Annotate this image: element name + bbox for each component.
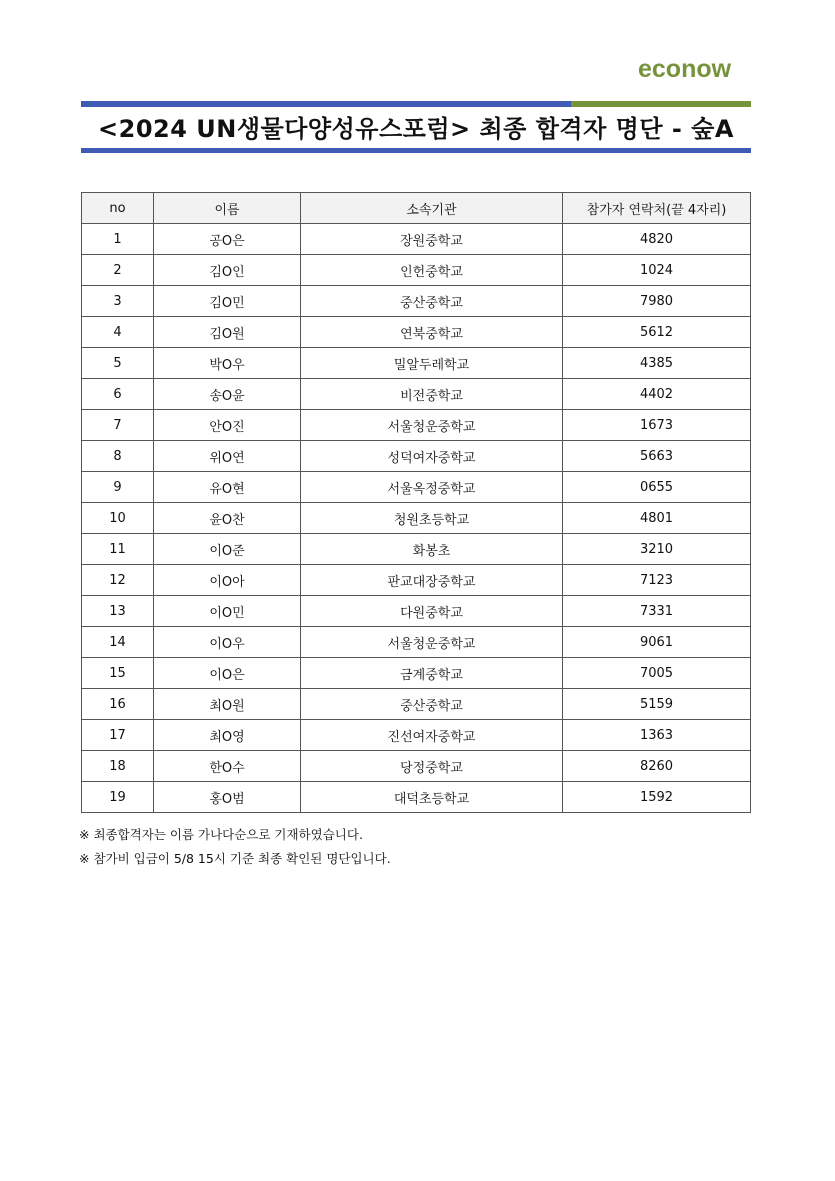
cell-no: 5 [82, 348, 154, 379]
cell-affiliation: 당정중학교 [301, 751, 563, 782]
cell-no: 16 [82, 689, 154, 720]
title-underline-bar [81, 148, 751, 153]
cell-no: 8 [82, 441, 154, 472]
cell-contact: 7005 [563, 658, 751, 689]
cell-contact: 4801 [563, 503, 751, 534]
cell-affiliation: 비전중학교 [301, 379, 563, 410]
header-name: 이름 [154, 193, 301, 224]
cell-no: 6 [82, 379, 154, 410]
cell-name: 김O원 [154, 317, 301, 348]
cell-contact: 4820 [563, 224, 751, 255]
cell-affiliation: 연북중학교 [301, 317, 563, 348]
cell-contact: 7123 [563, 565, 751, 596]
cell-no: 18 [82, 751, 154, 782]
cell-contact: 1673 [563, 410, 751, 441]
cell-affiliation: 장원중학교 [301, 224, 563, 255]
cell-contact: 4385 [563, 348, 751, 379]
cell-affiliation: 대덕초등학교 [301, 782, 563, 813]
header-accent-bar [81, 101, 751, 107]
cell-contact: 1592 [563, 782, 751, 813]
cell-affiliation: 인헌중학교 [301, 255, 563, 286]
table-row [82, 410, 751, 441]
cell-name: 이O우 [154, 627, 301, 658]
cell-contact: 1363 [563, 720, 751, 751]
cell-affiliation: 서울청운중학교 [301, 410, 563, 441]
cell-name: 윤O찬 [154, 503, 301, 534]
cell-no: 15 [82, 658, 154, 689]
cell-affiliation: 다원중학교 [301, 596, 563, 627]
table-row [82, 441, 751, 472]
notes [79, 823, 391, 871]
econow-logo-svg [638, 56, 756, 84]
cell-no: 4 [82, 317, 154, 348]
cell-no: 14 [82, 627, 154, 658]
table-row [82, 348, 751, 379]
cell-name: 이O민 [154, 596, 301, 627]
table-row [82, 782, 751, 813]
cell-affiliation: 밀알두레학교 [301, 348, 563, 379]
cell-contact: 3210 [563, 534, 751, 565]
finalist-table [81, 192, 751, 813]
table-body [82, 224, 751, 813]
cell-affiliation: 청원초등학교 [301, 503, 563, 534]
cell-contact: 0655 [563, 472, 751, 503]
table-row [82, 472, 751, 503]
cell-affiliation: 서울옥정중학교 [301, 472, 563, 503]
cell-no: 10 [82, 503, 154, 534]
table-row [82, 596, 751, 627]
cell-contact: 7331 [563, 596, 751, 627]
cell-name: 박O우 [154, 348, 301, 379]
cell-affiliation: 성덕여자중학교 [301, 441, 563, 472]
cell-contact: 4402 [563, 379, 751, 410]
note-item: ※ 참가비 입금이 5/8 15시 기준 최종 확인된 명단입니다. [79, 851, 391, 866]
table-row [82, 627, 751, 658]
table-row [82, 224, 751, 255]
cell-name: 이O은 [154, 658, 301, 689]
table-row [82, 379, 751, 410]
cell-no: 17 [82, 720, 154, 751]
cell-contact: 5663 [563, 441, 751, 472]
table-row [82, 317, 751, 348]
header-affiliation: 소속기관 [301, 193, 563, 224]
table-row [82, 751, 751, 782]
cell-name: 안O진 [154, 410, 301, 441]
cell-no: 3 [82, 286, 154, 317]
table-header-row [82, 193, 751, 224]
cell-name: 송O윤 [154, 379, 301, 410]
cell-no: 19 [82, 782, 154, 813]
table-row [82, 689, 751, 720]
cell-affiliation: 서울청운중학교 [301, 627, 563, 658]
cell-name: 유O현 [154, 472, 301, 503]
table-row [82, 286, 751, 317]
cell-no: 9 [82, 472, 154, 503]
header-no: no [82, 193, 154, 224]
cell-no: 2 [82, 255, 154, 286]
cell-no: 13 [82, 596, 154, 627]
cell-no: 11 [82, 534, 154, 565]
cell-name: 홍O범 [154, 782, 301, 813]
table-row [82, 503, 751, 534]
logo-text: econow [638, 56, 732, 83]
cell-name: 위O연 [154, 441, 301, 472]
cell-contact: 8260 [563, 751, 751, 782]
cell-name: 최O영 [154, 720, 301, 751]
table-row [82, 255, 751, 286]
page-title: <2024 UN생물다양성유스포럼> 최종 합격자 명단 - 숲A [98, 115, 734, 143]
cell-contact: 5159 [563, 689, 751, 720]
cell-no: 7 [82, 410, 154, 441]
note-item: ※ 최종합격자는 이름 가나다순으로 기재하였습니다. [79, 827, 363, 842]
cell-affiliation: 중산중학교 [301, 689, 563, 720]
header-bar-blue [81, 101, 571, 107]
cell-name: 김O인 [154, 255, 301, 286]
cell-contact: 9061 [563, 627, 751, 658]
cell-name: 최O원 [154, 689, 301, 720]
cell-name: 이O아 [154, 565, 301, 596]
table-row [82, 658, 751, 689]
cell-affiliation: 판교대장중학교 [301, 565, 563, 596]
cell-name: 공O은 [154, 224, 301, 255]
table-row [82, 565, 751, 596]
cell-affiliation: 진선여자중학교 [301, 720, 563, 751]
cell-no: 1 [82, 224, 154, 255]
cell-affiliation: 화봉초 [301, 534, 563, 565]
cell-name: 김O민 [154, 286, 301, 317]
header-bar-green [571, 101, 751, 107]
cell-contact: 7980 [563, 286, 751, 317]
header-contact: 참가자 연락처(끝 4자리) [563, 193, 751, 224]
cell-affiliation: 금계중학교 [301, 658, 563, 689]
econow-logo [638, 56, 756, 84]
cell-no: 12 [82, 565, 154, 596]
cell-name: 이O준 [154, 534, 301, 565]
cell-contact: 1024 [563, 255, 751, 286]
table-row [82, 534, 751, 565]
table-row [82, 720, 751, 751]
cell-affiliation: 중산중학교 [301, 286, 563, 317]
cell-contact: 5612 [563, 317, 751, 348]
cell-name: 한O수 [154, 751, 301, 782]
